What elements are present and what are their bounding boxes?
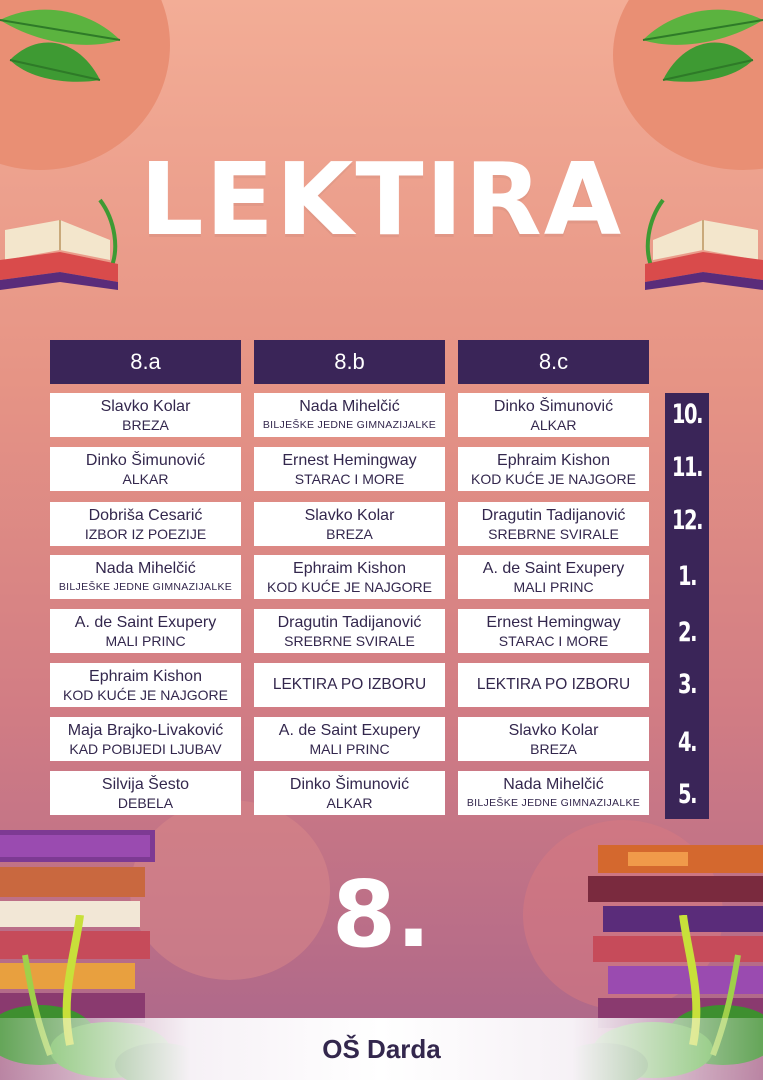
book-title: IZBOR IZ POEZIJE (84, 525, 207, 542)
author-name: Dobriša Cesarić (88, 506, 203, 524)
reading-cell (50, 393, 241, 437)
author-name: Ephraim Kishon (497, 451, 610, 469)
book-title: SREBRNE SVIRALE (488, 525, 619, 542)
reading-cell (254, 502, 445, 546)
month-label: 11. (671, 452, 703, 483)
author-name: Ernest Hemingway (282, 451, 417, 469)
book-title: MALI PRINC (309, 740, 390, 757)
reading-cell (254, 663, 445, 707)
book-title: ALKAR (530, 416, 577, 433)
author-name: Dinko Šimunović (493, 397, 614, 415)
column-header-8b: 8.b (254, 340, 445, 384)
reading-cell (50, 609, 241, 653)
book-title: BREZA (530, 740, 577, 757)
reading-cell (458, 717, 649, 761)
author-name: Silvija Šesto (101, 775, 190, 793)
month-label: 12. (671, 505, 703, 536)
book-title: SREBRNE SVIRALE (284, 632, 415, 649)
reading-cell (254, 447, 445, 491)
book-title: MALI PRINC (513, 578, 594, 595)
author-name: Ephraim Kishon (293, 559, 406, 577)
reading-cell (458, 502, 649, 546)
author-name: Dinko Šimunović (289, 775, 410, 793)
reading-cell (50, 555, 241, 599)
author-name: Slavko Kolar (100, 397, 191, 415)
book-title: MALI PRINC (105, 632, 186, 649)
month-label: 5. (677, 779, 697, 810)
palm-leaf-icon (633, 0, 763, 95)
cell-text: LEKTIRA PO IZBORU (476, 676, 631, 693)
author-name: A. de Saint Exupery (278, 721, 421, 739)
book-title: BILJEŠKE JEDNE GIMNAZIJALKE (466, 796, 641, 809)
month-label: 1. (677, 561, 697, 592)
reading-cell (458, 555, 649, 599)
book-title: STARAC I MORE (498, 632, 609, 649)
book-title: KOD KUĆE JE NAJGORE (267, 578, 432, 595)
book-title: ALKAR (326, 794, 373, 811)
book-title: KOD KUĆE JE NAJGORE (471, 470, 636, 487)
book-title: BREZA (326, 525, 373, 542)
month-label: 3. (677, 669, 697, 700)
author-name: A. de Saint Exupery (482, 559, 625, 577)
month-label: 4. (677, 727, 697, 758)
reading-cell (458, 447, 649, 491)
grade-label: 8. (332, 861, 431, 968)
reading-cell (254, 393, 445, 437)
reading-cell (254, 771, 445, 815)
reading-cell (458, 393, 649, 437)
reading-cell (254, 555, 445, 599)
column-header-8a: 8.a (50, 340, 241, 384)
reading-cell (458, 609, 649, 653)
reading-cell (458, 663, 649, 707)
book-title: KAD POBIJEDI LJUBAV (69, 740, 222, 757)
reading-cell (50, 717, 241, 761)
month-strip (665, 393, 709, 819)
author-name: Maja Brajko-Livaković (67, 721, 224, 739)
author-name: Ephraim Kishon (89, 667, 202, 685)
month-label: 10. (671, 399, 703, 430)
reading-cell (458, 771, 649, 815)
book-title: BREZA (122, 416, 169, 433)
author-name: Nada Mihelčić (95, 559, 196, 577)
author-name: Slavko Kolar (508, 721, 599, 739)
author-name: Dragutin Tadijanović (481, 506, 626, 524)
reading-cell (254, 717, 445, 761)
reading-cell (50, 771, 241, 815)
author-name: Dragutin Tadijanović (277, 613, 422, 631)
book-title: BILJEŠKE JEDNE GIMNAZIJALKE (262, 418, 437, 431)
author-name: Nada Mihelčić (299, 397, 400, 415)
palm-leaf-icon (0, 0, 130, 95)
reading-cell (50, 663, 241, 707)
book-title: KOD KUĆE JE NAJGORE (63, 686, 228, 703)
page-title: LEKTIRA (139, 141, 624, 258)
month-label: 2. (677, 617, 697, 648)
book-title: BILJEŠKE JEDNE GIMNAZIJALKE (58, 580, 233, 593)
author-name: Slavko Kolar (304, 506, 395, 524)
author-name: A. de Saint Exupery (74, 613, 217, 631)
reading-cell (50, 502, 241, 546)
book-title: STARAC I MORE (294, 470, 405, 487)
book-title: DEBELA (117, 794, 174, 811)
cell-text: LEKTIRA PO IZBORU (272, 676, 427, 693)
author-name: Dinko Šimunović (85, 451, 206, 469)
footer-banner (0, 1018, 763, 1080)
reading-cell (50, 447, 241, 491)
column-header-8c: 8.c (458, 340, 649, 384)
school-name: OŠ Darda (322, 1033, 441, 1064)
reading-cell (254, 609, 445, 653)
book-title: ALKAR (122, 470, 169, 487)
author-name: Ernest Hemingway (486, 613, 621, 631)
author-name: Nada Mihelčić (503, 775, 604, 793)
